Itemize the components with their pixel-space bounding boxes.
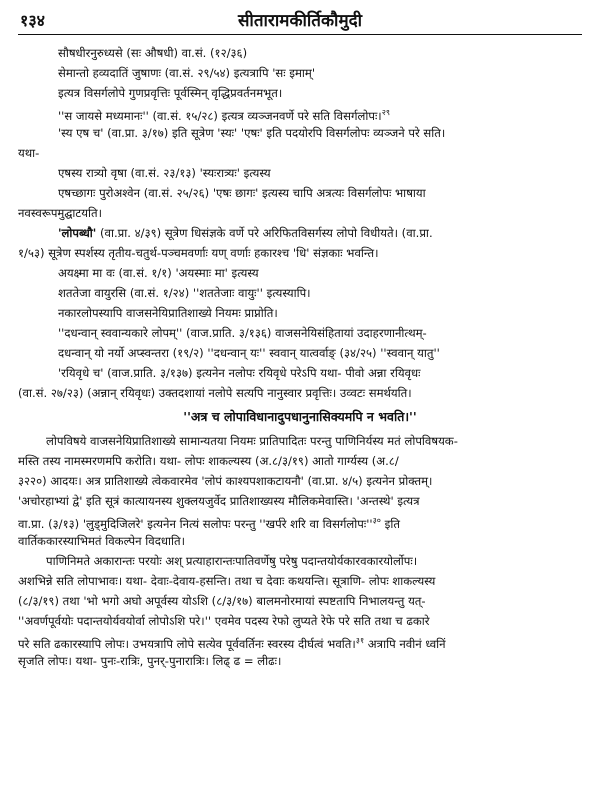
line-text: (८/३/१९) तथा 'भो भगो अघो अपूर्वस्य योऽशि (८/३/१७) बालमनोरमायां स्पष्टतापि निभालयन्तु यत्- <box>18 594 426 608</box>
line-text: सेमान्तो हव्यदातिं जुषाणः (वा.सं. २९/५४) इत्यत्रापि 'सः इमाम्' <box>58 66 316 80</box>
text-line <box>18 431 582 451</box>
text-line <box>18 491 582 511</box>
line-text: वार्तिककारस्याभिमतं विकल्पेन विदधाति। <box>18 534 186 548</box>
text-line <box>18 383 582 403</box>
line-text: वा.प्रा. (३/१३) 'लुड्मुदिजिलरे' इत्यनेन नित्यं सलोपः परन्तु ''खर्परे शरि वा विसर्गलोपः'' <box>18 516 373 531</box>
text-line <box>18 551 582 571</box>
line-text: नकारलोपस्यापि वाजसनेयिप्रातिशाख्ये नियमः प्राप्नोति। <box>58 306 278 320</box>
line-text: अशभिन्ने सति लोपाभावः। यथा- देवाः-देवाय-हसन्ति। तथा च देवाः कथयन्ति। सूत्राणि- लोपः शाकल्यस्य <box>18 574 436 588</box>
text-line <box>18 43 582 63</box>
line-text: ''अवर्णपूर्वयोः पदान्तयोर्यवयोर्वा लोपोऽशि परे।'' एवमेव पदस्य रेफो लुप्यते रेफे परे सति तथा च ढकारे <box>18 614 430 628</box>
text-line <box>18 63 582 83</box>
footnote-marker: ३१ <box>355 636 365 645</box>
text-line <box>18 591 582 611</box>
line-text: ''अत्र च लोपाविधानादुपधानुनासिक्यमपि न भवति।'' <box>183 409 417 424</box>
page-number: १३४ <box>20 11 45 30</box>
line-text: ३२२०) आदयः। अत्र प्रातिशाख्ये त्वेकवारमेव 'लोपं काश्यपशाकटायनौ' (वा.प्रा. ४/५) इत्यनेन प्रोक्तम्। <box>18 474 433 488</box>
footnote-marker: ३० <box>372 516 381 525</box>
line-text: अयक्ष्मा मा वः (वा.सं. १/१) 'अयस्माः मा' इत्यस्य <box>58 266 259 280</box>
text-line <box>18 83 582 103</box>
page-title: सीतारामकीर्तिकौमुदी <box>237 11 363 31</box>
text-line <box>18 223 582 243</box>
line-text: लोपविषये वाजसनेयिप्रातिशाख्ये सामान्यतया नियमः प्रातिपादितः परन्तु पाणिनिर्यस्य मतं लोपविषयक- <box>46 434 458 448</box>
line-text: सृजति लोपः। यथा- पुनः-रात्रिः, पुनर्-पुनारात्रिः। लिढ् ढ = लीढः। <box>18 654 282 668</box>
line-text: एषच्छागः पुरोअश्वेन (वा.सं. २५/२६) 'एषः छागः' इत्यस्य चापि अत्रत्यः विसर्गलोपः भाषाया <box>58 186 426 200</box>
line-text: परे सति ढकारस्यापि लोपः। उभयत्रापि लोपे सत्येव पूर्ववर्तिनः स्वरस्य दीर्घत्वं भवति। <box>18 636 356 651</box>
line-text: ''दधन्वान् स्ववान्यकारे लोपम्'' (वाज.प्राति. ३/१३६) वाजसनेयिसंहितायां उदाहरणानीत्थम्- <box>58 326 427 340</box>
line-text-tail: अत्रापि नवीनं ध्वनिं <box>364 636 446 651</box>
text-line <box>18 451 582 471</box>
line-text: (वा.प्रा. ४/३९) सूत्रेण धिसंज्ञके वर्णे परे अरिफितविसर्गस्य लोपो विधीयते। (वा.प्रा. <box>96 226 433 240</box>
line-text: (वा.सं. २७/२३) (अन्नान् रयिवृधः) उक्तदशायां नलोपे सत्यपि नानुस्वार प्रवृत्तिः। उव्वटः समर्थयति। <box>18 386 412 400</box>
text-line <box>18 303 582 323</box>
line-text: 'अचोरहाभ्यां द्वे' इति सूत्रं कात्यायनस्य शुक्लयजुर्वेद प्रातिशाख्यस्य मौलिकमेवास्ति। 'अन्तस्थे' इत्यत्र <box>18 494 420 508</box>
text-line <box>18 263 582 283</box>
text-line <box>18 511 582 531</box>
text-line <box>18 407 582 427</box>
line-text: यथा- <box>18 146 40 160</box>
line-text: एषस्य रात्र्यो वृषा (वा.सं. २३/१३) 'स्यःरात्र्यः' इत्यस्य <box>58 166 271 180</box>
line-text: १/५३) सूत्रेण स्पर्शस्य तृतीय-चतुर्थ-पञ्चमवर्णाः यण् वर्णाः हकारश्च 'धि' संज्ञकाः भवन्ति। <box>18 246 379 260</box>
text-line <box>18 571 582 591</box>
line-text: पाणिनिमते अकारान्तः परयोः अश् प्रत्याहारान्तःपातिवर्णेषु परेषु पदान्तयोर्यकारवकारयोर्लोपः। <box>46 554 418 568</box>
text-line <box>18 183 582 203</box>
line-text: 'स्य एष च' (वा.प्रा. ३/१७) इति सूत्रेण 'स्यः' 'एषः' इति पदयोरपि विसर्गलोपः व्यञ्जने परे सति। <box>58 126 446 140</box>
line-text: सौषधीरनुरुध्यसे (सः औषधी) वा.सं. (१२/३६) <box>58 46 248 60</box>
line-text: इत्यत्र विसर्गलोपे गुणप्रवृत्तिः पूर्वस्मिन् वृद्धिप्रवर्तनमभूत। <box>58 86 283 100</box>
page-header <box>18 8 582 35</box>
text-line <box>18 103 582 123</box>
text-line <box>18 123 582 143</box>
text-line <box>18 243 582 263</box>
text-line <box>18 363 582 383</box>
text-line <box>18 323 582 343</box>
line-text: दधन्वान् यो नर्यो अप्स्वन्तरा (१९/२) ''दधन्वान् यः'' स्ववान् यात्वर्वाङ् (३४/२५) ''स्ववान् यातु'' <box>58 346 440 360</box>
text-line <box>18 343 582 363</box>
text-line <box>18 631 582 651</box>
text-line <box>18 611 582 631</box>
line-text: ''स जायसे मध्यमानः'' (वा.सं. १५/२८) इत्यत्र व्यञ्जनवर्णे परे सति विसर्गलोपः। <box>58 108 382 123</box>
bold-term: 'लोपब्धौ' <box>58 226 97 240</box>
text-line <box>18 143 582 163</box>
line-text: नवस्वरूपमुद्घाटयति। <box>18 206 102 220</box>
line-text-tail: इति <box>380 516 400 531</box>
text-line <box>18 203 582 223</box>
text-line <box>18 163 582 183</box>
body-text <box>18 43 582 671</box>
line-text: 'रयिवृधे च' (वाज.प्राति. ३/१३७) इत्यनेन नलोपः रयिवृधे परेऽपि यथा- पीवो अन्ना रयिवृधः <box>58 366 421 380</box>
footnote-marker: २९ <box>381 108 391 117</box>
line-text: शततेजा वायुरसि (वा.सं. १/२४) ''शततेजाः वायुः'' इत्यस्यापि। <box>58 286 311 300</box>
text-line <box>18 471 582 491</box>
text-line <box>18 283 582 303</box>
text-line <box>18 531 582 551</box>
line-text: मस्ति तस्य नामस्मरणमपि करोति। यथा- लोपः शाकल्यस्य (अ.८/३/१९) आतो गार्ग्यस्य (अ.८/ <box>18 454 399 468</box>
text-line <box>18 651 582 671</box>
